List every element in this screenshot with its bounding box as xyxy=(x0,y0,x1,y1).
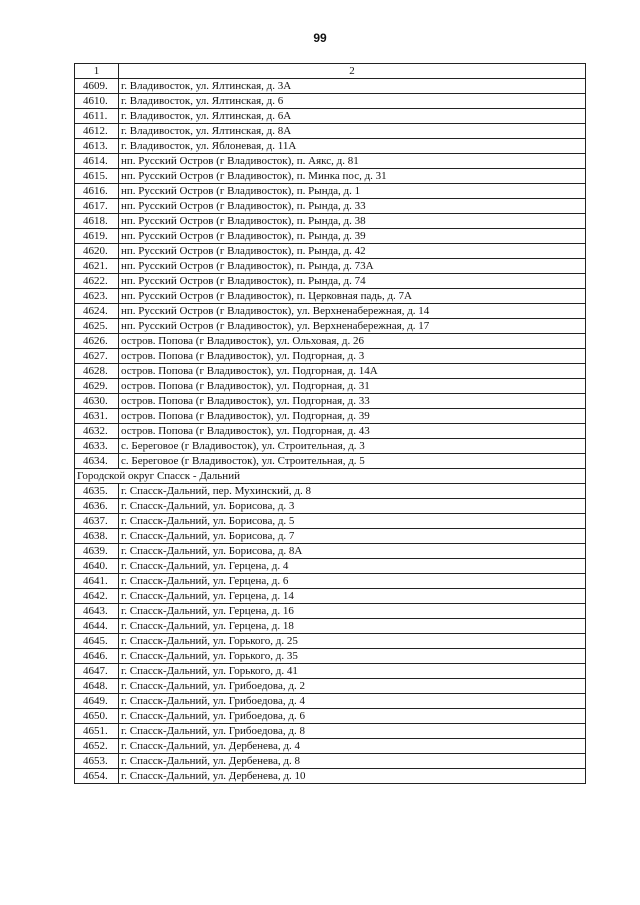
section-row xyxy=(75,469,586,484)
row-address: остров. Попова (г Владивосток), ул. Ольховая, д. 26 xyxy=(119,334,586,349)
table-row xyxy=(75,619,586,634)
row-number: 4634. xyxy=(75,454,119,469)
row-address: нп. Русский Остров (г Владивосток), п. Минка пос, д. 31 xyxy=(119,169,586,184)
row-address: нп. Русский Остров (г Владивосток), п. Церковная падь, д. 7А xyxy=(119,289,586,304)
table-row xyxy=(75,664,586,679)
row-number: 4640. xyxy=(75,559,119,574)
table-row xyxy=(75,109,586,124)
row-address: г. Спасск-Дальний, ул. Грибоедова, д. 4 xyxy=(119,694,586,709)
table-row xyxy=(75,559,586,574)
address-table xyxy=(74,63,586,784)
row-address: г. Владивосток, ул. Ялтинская, д. 8А xyxy=(119,124,586,139)
row-address: г. Спасск-Дальний, пер. Мухинский, д. 8 xyxy=(119,484,586,499)
table-row xyxy=(75,184,586,199)
table-row xyxy=(75,379,586,394)
row-number: 4625. xyxy=(75,319,119,334)
table-row xyxy=(75,229,586,244)
row-number: 4627. xyxy=(75,349,119,364)
row-number: 4653. xyxy=(75,754,119,769)
column-header-number: 1 xyxy=(75,64,119,79)
row-address: г. Спасск-Дальний, ул. Горького, д. 41 xyxy=(119,664,586,679)
table-row xyxy=(75,574,586,589)
row-address: г. Владивосток, ул. Ялтинская, д. 6А xyxy=(119,109,586,124)
row-number: 4626. xyxy=(75,334,119,349)
row-address: г. Спасск-Дальний, ул. Герцена, д. 4 xyxy=(119,559,586,574)
table-row xyxy=(75,499,586,514)
table-row xyxy=(75,319,586,334)
row-number: 4612. xyxy=(75,124,119,139)
row-number: 4648. xyxy=(75,679,119,694)
row-number: 4633. xyxy=(75,439,119,454)
row-address: г. Спасск-Дальний, ул. Грибоедова, д. 6 xyxy=(119,709,586,724)
row-number: 4620. xyxy=(75,244,119,259)
table-header-row xyxy=(75,64,586,79)
table-row xyxy=(75,364,586,379)
row-number: 4616. xyxy=(75,184,119,199)
row-address: нп. Русский Остров (г Владивосток), п. Рында, д. 74 xyxy=(119,274,586,289)
row-address: г. Спасск-Дальний, ул. Грибоедова, д. 8 xyxy=(119,724,586,739)
table-row xyxy=(75,529,586,544)
table-row xyxy=(75,94,586,109)
row-number: 4654. xyxy=(75,769,119,784)
table-row xyxy=(75,214,586,229)
row-number: 4649. xyxy=(75,694,119,709)
row-number: 4646. xyxy=(75,649,119,664)
table-row xyxy=(75,274,586,289)
row-number: 4631. xyxy=(75,409,119,424)
row-address: нп. Русский Остров (г Владивосток), п. Рында, д. 33 xyxy=(119,199,586,214)
row-number: 4651. xyxy=(75,724,119,739)
row-address: остров. Попова (г Владивосток), ул. Подгорная, д. 31 xyxy=(119,379,586,394)
table-row xyxy=(75,334,586,349)
table-row xyxy=(75,709,586,724)
column-header-address: 2 xyxy=(119,64,586,79)
row-address: остров. Попова (г Владивосток), ул. Подгорная, д. 3 xyxy=(119,349,586,364)
row-address: г. Владивосток, ул. Яблоневая, д. 11А xyxy=(119,139,586,154)
row-number: 4614. xyxy=(75,154,119,169)
row-address: нп. Русский Остров (г Владивосток), п. Рында, д. 39 xyxy=(119,229,586,244)
row-address: г. Спасск-Дальний, ул. Горького, д. 35 xyxy=(119,649,586,664)
row-address: нп. Русский Остров (г Владивосток), ул. Верхненабережная, д. 14 xyxy=(119,304,586,319)
table-row xyxy=(75,439,586,454)
row-address: с. Береговое (г Владивосток), ул. Строительная, д. 3 xyxy=(119,439,586,454)
table-row xyxy=(75,304,586,319)
row-address: нп. Русский Остров (г Владивосток), п. Рында, д. 1 xyxy=(119,184,586,199)
row-address: остров. Попова (г Владивосток), ул. Подгорная, д. 33 xyxy=(119,394,586,409)
row-address: остров. Попова (г Владивосток), ул. Подгорная, д. 39 xyxy=(119,409,586,424)
table-row xyxy=(75,484,586,499)
row-number: 4619. xyxy=(75,229,119,244)
table-row xyxy=(75,694,586,709)
row-address: г. Спасск-Дальний, ул. Дербенева, д. 4 xyxy=(119,739,586,754)
row-address: г. Спасск-Дальний, ул. Борисова, д. 8А xyxy=(119,544,586,559)
table-row xyxy=(75,649,586,664)
table-row xyxy=(75,454,586,469)
row-number: 4641. xyxy=(75,574,119,589)
row-number: 4639. xyxy=(75,544,119,559)
table-row xyxy=(75,634,586,649)
row-number: 4647. xyxy=(75,664,119,679)
row-number: 4630. xyxy=(75,394,119,409)
table-row xyxy=(75,349,586,364)
row-number: 4632. xyxy=(75,424,119,439)
row-number: 4643. xyxy=(75,604,119,619)
row-number: 4628. xyxy=(75,364,119,379)
table-row xyxy=(75,544,586,559)
row-number: 4611. xyxy=(75,109,119,124)
table-row xyxy=(75,679,586,694)
row-address: нп. Русский Остров (г Владивосток), п. Аякс, д. 81 xyxy=(119,154,586,169)
row-address: г. Спасск-Дальний, ул. Герцена, д. 18 xyxy=(119,619,586,634)
row-number: 4629. xyxy=(75,379,119,394)
row-address: г. Владивосток, ул. Ялтинская, д. 3А xyxy=(119,79,586,94)
table-row xyxy=(75,769,586,784)
table-row xyxy=(75,754,586,769)
row-number: 4623. xyxy=(75,289,119,304)
table-row xyxy=(75,199,586,214)
row-address: г. Спасск-Дальний, ул. Герцена, д. 14 xyxy=(119,589,586,604)
row-address: г. Спасск-Дальний, ул. Герцена, д. 6 xyxy=(119,574,586,589)
table-row xyxy=(75,289,586,304)
row-number: 4642. xyxy=(75,589,119,604)
row-number: 4617. xyxy=(75,199,119,214)
row-number: 4650. xyxy=(75,709,119,724)
row-number: 4622. xyxy=(75,274,119,289)
row-number: 4615. xyxy=(75,169,119,184)
row-address: г. Спасск-Дальний, ул. Дербенева, д. 8 xyxy=(119,754,586,769)
table-row xyxy=(75,154,586,169)
row-number: 4621. xyxy=(75,259,119,274)
row-address: нп. Русский Остров (г Владивосток), п. Рында, д. 73А xyxy=(119,259,586,274)
table-row xyxy=(75,244,586,259)
row-number: 4645. xyxy=(75,634,119,649)
table-row xyxy=(75,514,586,529)
row-address: г. Спасск-Дальний, ул. Горького, д. 25 xyxy=(119,634,586,649)
table-row xyxy=(75,589,586,604)
table-row xyxy=(75,724,586,739)
row-number: 4610. xyxy=(75,94,119,109)
row-address: г. Спасск-Дальний, ул. Борисова, д. 5 xyxy=(119,514,586,529)
row-address: остров. Попова (г Владивосток), ул. Подгорная, д. 14А xyxy=(119,364,586,379)
row-address: нп. Русский Остров (г Владивосток), п. Рында, д. 42 xyxy=(119,244,586,259)
row-address: г. Владивосток, ул. Ялтинская, д. 6 xyxy=(119,94,586,109)
row-address: г. Спасск-Дальний, ул. Борисова, д. 3 xyxy=(119,499,586,514)
row-number: 4637. xyxy=(75,514,119,529)
table-row xyxy=(75,604,586,619)
row-number: 4636. xyxy=(75,499,119,514)
row-number: 4638. xyxy=(75,529,119,544)
row-number: 4635. xyxy=(75,484,119,499)
row-address: г. Спасск-Дальний, ул. Герцена, д. 16 xyxy=(119,604,586,619)
row-address: г. Спасск-Дальний, ул. Грибоедова, д. 2 xyxy=(119,679,586,694)
row-address: с. Береговое (г Владивосток), ул. Строительная, д. 5 xyxy=(119,454,586,469)
table-body xyxy=(75,79,586,784)
row-address: г. Спасск-Дальний, ул. Дербенева, д. 10 xyxy=(119,769,586,784)
table-row xyxy=(75,124,586,139)
table-row xyxy=(75,259,586,274)
table-row xyxy=(75,394,586,409)
row-address: г. Спасск-Дальний, ул. Борисова, д. 7 xyxy=(119,529,586,544)
table-row xyxy=(75,409,586,424)
row-number: 4652. xyxy=(75,739,119,754)
table-row xyxy=(75,139,586,154)
table-row xyxy=(75,739,586,754)
row-number: 4609. xyxy=(75,79,119,94)
table-row xyxy=(75,169,586,184)
row-number: 4613. xyxy=(75,139,119,154)
table-row xyxy=(75,79,586,94)
row-address: нп. Русский Остров (г Владивосток), ул. Верхненабережная, д. 17 xyxy=(119,319,586,334)
row-number: 4618. xyxy=(75,214,119,229)
page-number: 99 xyxy=(313,31,327,45)
row-number: 4624. xyxy=(75,304,119,319)
row-address: остров. Попова (г Владивосток), ул. Подгорная, д. 43 xyxy=(119,424,586,439)
table-row xyxy=(75,424,586,439)
row-address: нп. Русский Остров (г Владивосток), п. Рында, д. 38 xyxy=(119,214,586,229)
section-title: Городской округ Спасск - Дальний xyxy=(75,469,586,484)
row-number: 4644. xyxy=(75,619,119,634)
